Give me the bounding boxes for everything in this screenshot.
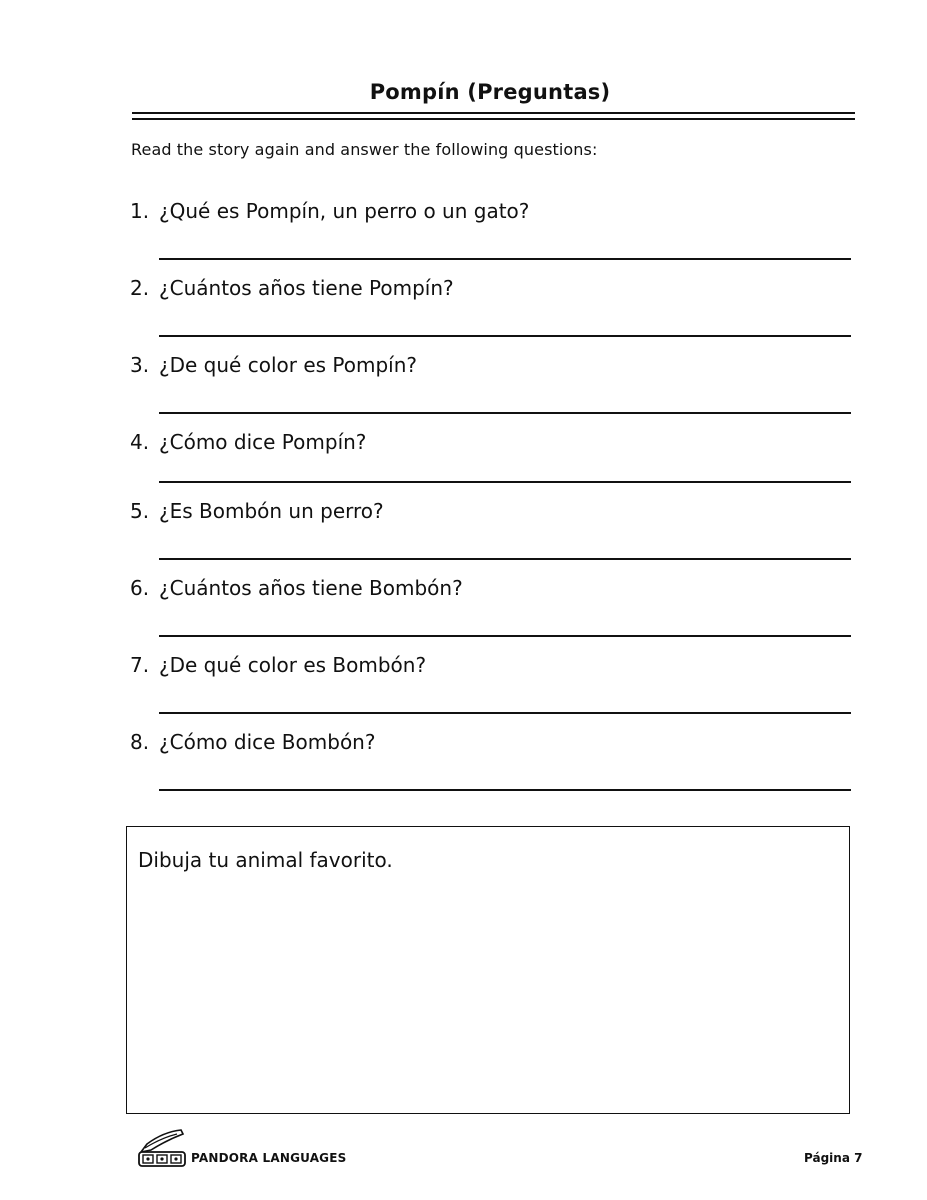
question-text: ¿Qué es Pompín, un perro o un gato? xyxy=(159,199,530,223)
worksheet-title: Pompín (Preguntas) xyxy=(369,80,611,104)
question-number: 4. xyxy=(130,430,150,454)
question-number: 5. xyxy=(130,499,150,523)
answer-line[interactable] xyxy=(159,789,851,791)
page-number: Página 7 xyxy=(804,1151,863,1165)
question-text: ¿Cómo dice Pompín? xyxy=(159,430,367,454)
question-number: 2. xyxy=(130,276,150,300)
treasure-box-icon xyxy=(137,1128,189,1170)
footer-brand: PANDORA LANGUAGES xyxy=(191,1151,347,1165)
question-number: 3. xyxy=(130,353,150,377)
drawing-box[interactable] xyxy=(126,826,850,1114)
answer-line[interactable] xyxy=(159,412,851,414)
answer-line[interactable] xyxy=(159,712,851,714)
question-number: 6. xyxy=(130,576,150,600)
question-number: 8. xyxy=(130,730,150,754)
answer-line[interactable] xyxy=(159,558,851,560)
answer-line[interactable] xyxy=(159,481,851,483)
answer-line[interactable] xyxy=(159,635,851,637)
question-number: 1. xyxy=(130,199,150,223)
question-text: ¿De qué color es Bombón? xyxy=(159,653,427,677)
drawing-box-label: Dibuja tu animal favorito. xyxy=(138,848,393,872)
question-text: ¿Es Bombón un perro? xyxy=(159,499,384,523)
instructions: Read the story again and answer the following questions: xyxy=(131,140,598,159)
question-text: ¿Cómo dice Bombón? xyxy=(159,730,376,754)
question-text: ¿Cuántos años tiene Bombón? xyxy=(159,576,463,600)
answer-line[interactable] xyxy=(159,258,851,260)
question-text: ¿Cuántos años tiene Pompín? xyxy=(159,276,454,300)
question-number: 7. xyxy=(130,653,150,677)
question-text: ¿De qué color es Pompín? xyxy=(159,353,418,377)
answer-line[interactable] xyxy=(159,335,851,337)
